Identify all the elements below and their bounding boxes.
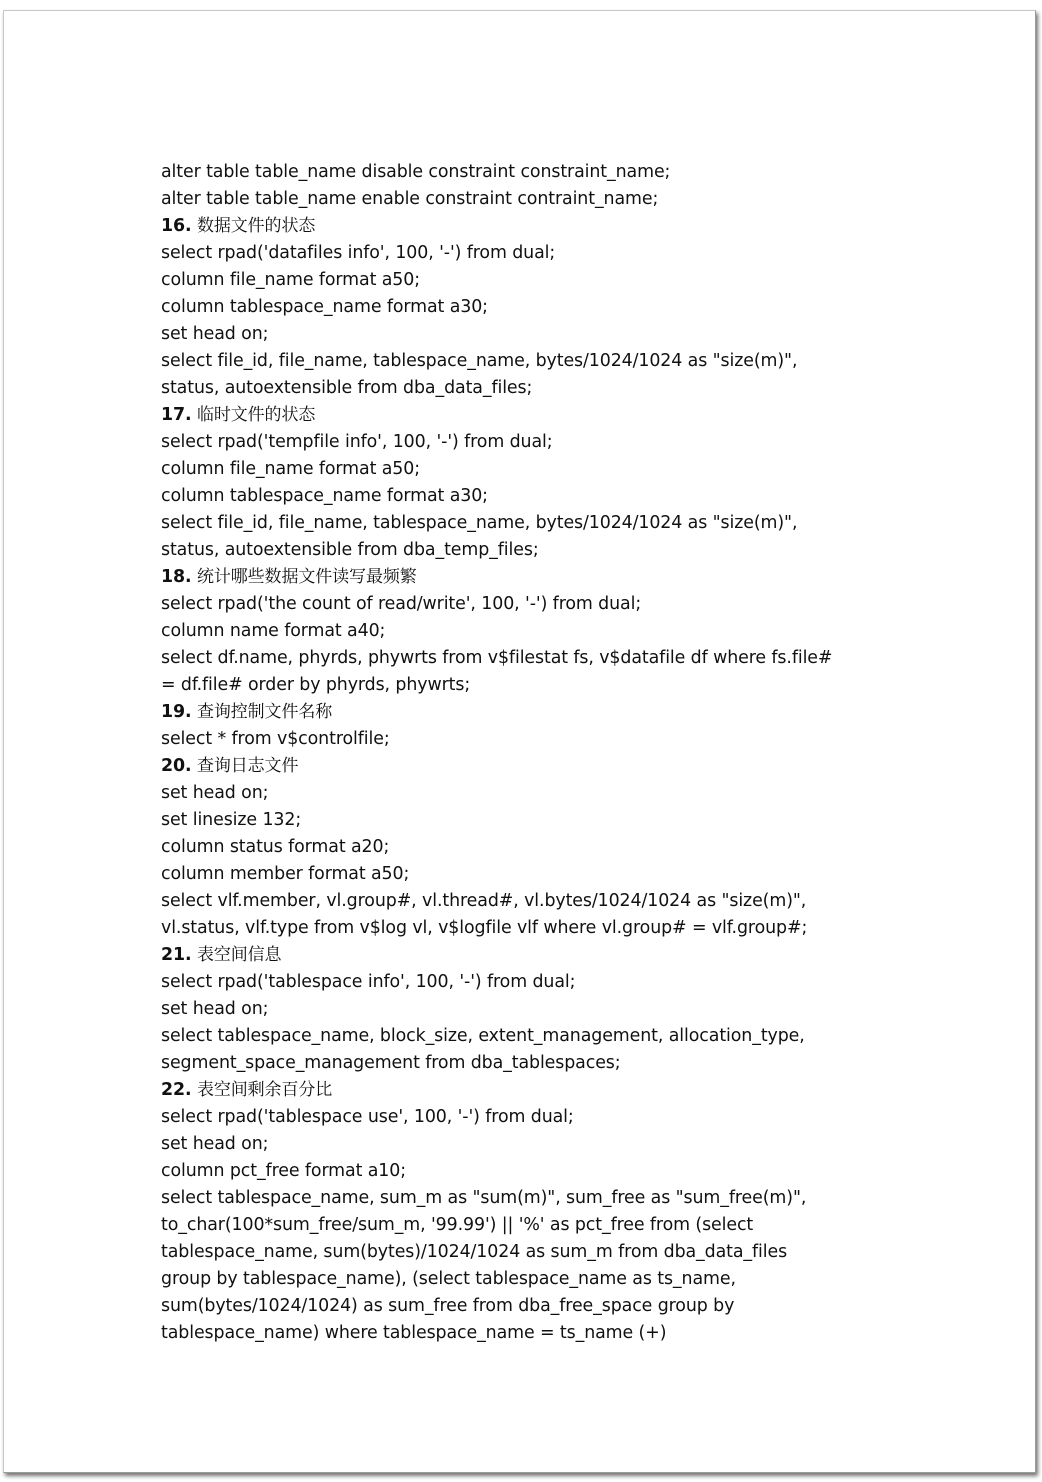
sql-line: set linesize 132; — [161, 810, 302, 830]
section-number: 20. — [161, 756, 192, 776]
sql-line: column pct_free format a10; — [161, 1161, 406, 1181]
sql-line: column tablespace_name format a30; — [161, 297, 488, 317]
section-heading — [161, 699, 901, 726]
section-number: 21. — [161, 945, 192, 965]
section-number: 18. — [161, 567, 192, 587]
sql-line: select rpad('datafiles info', 100, '-') from dual; — [161, 243, 556, 263]
sql-line: select vlf.member, vl.group#, vl.thread#, vl.bytes/1024/1024 as "size(m)", — [161, 891, 807, 911]
sql-line: alter table table_name enable constraint contraint_name; — [161, 189, 659, 209]
section-heading — [161, 213, 901, 240]
sql-line: sum(bytes/1024/1024) as sum_free from dba_free_space group by — [161, 1296, 735, 1316]
sql-line: segment_space_management from dba_tablespaces; — [161, 1053, 621, 1073]
document-page — [3, 10, 1036, 1473]
sql-line: select * from v$controlfile; — [161, 729, 390, 749]
section-title: 表空间剩余百分比 — [196, 1080, 333, 1100]
sql-line: set head on; — [161, 783, 269, 803]
sql-line: select file_id, file_name, tablespace_name, bytes/1024/1024 as "size(m)", — [161, 513, 798, 533]
sql-line: status, autoextensible from dba_temp_files; — [161, 540, 539, 560]
sql-line: to_char(100*sum_free/sum_m, '99.99') || '%' as pct_free from (select — [161, 1215, 754, 1235]
section-heading — [161, 753, 901, 780]
sql-line: tablespace_name) where tablespace_name = ts_name (+) — [161, 1323, 667, 1343]
section-title: 统计哪些数据文件读写最频繁 — [196, 567, 417, 587]
section-heading — [161, 402, 901, 429]
section-number: 22. — [161, 1080, 192, 1100]
sql-line: select tablespace_name, block_size, extent_management, allocation_type, — [161, 1026, 805, 1046]
sql-line: column status format a20; — [161, 837, 390, 857]
document-body — [161, 159, 901, 1347]
section-title: 查询控制文件名称 — [196, 702, 333, 722]
sql-line: set head on; — [161, 1134, 269, 1154]
section-title: 查询日志文件 — [196, 756, 299, 776]
sql-line: set head on; — [161, 324, 269, 344]
sql-line: column tablespace_name format a30; — [161, 486, 488, 506]
section-heading — [161, 942, 901, 969]
sql-line: select file_id, file_name, tablespace_name, bytes/1024/1024 as "size(m)", — [161, 351, 798, 371]
sql-line: vl.status, vlf.type from v$log vl, v$logfile vlf where vl.group# = vlf.group#; — [161, 918, 808, 938]
sql-line: set head on; — [161, 999, 269, 1019]
section-title: 临时文件的状态 — [196, 405, 316, 425]
section-heading — [161, 564, 901, 591]
section-number: 19. — [161, 702, 192, 722]
sql-line: column name format a40; — [161, 621, 386, 641]
sql-line: status, autoextensible from dba_data_files; — [161, 378, 533, 398]
section-number: 17. — [161, 405, 192, 425]
sql-line: select df.name, phyrds, phywrts from v$filestat fs, v$datafile df where fs.file# — [161, 648, 833, 668]
sql-line: group by tablespace_name), (select tablespace_name as ts_name, — [161, 1269, 736, 1289]
sql-line: column file_name format a50; — [161, 270, 420, 290]
sql-line: column member format a50; — [161, 864, 410, 884]
sql-line: alter table table_name disable constraint constraint_name; — [161, 162, 671, 182]
sql-line: select rpad('tablespace info', 100, '-') from dual; — [161, 972, 576, 992]
section-heading — [161, 1077, 901, 1104]
sql-line: tablespace_name, sum(bytes)/1024/1024 as sum_m from dba_data_files — [161, 1242, 788, 1262]
sql-line: = df.file# order by phyrds, phywrts; — [161, 675, 471, 695]
section-title: 数据文件的状态 — [196, 216, 316, 236]
sql-line: select rpad('tablespace use', 100, '-') from dual; — [161, 1107, 574, 1127]
sql-line: select tablespace_name, sum_m as "sum(m)", sum_free as "sum_free(m)", — [161, 1188, 807, 1208]
sql-line: select rpad('tempfile info', 100, '-') from dual; — [161, 432, 553, 452]
sql-line: select rpad('the count of read/write', 100, '-') from dual; — [161, 594, 642, 614]
sql-line: column file_name format a50; — [161, 459, 420, 479]
section-number: 16. — [161, 216, 192, 236]
section-title: 表空间信息 — [196, 945, 282, 965]
